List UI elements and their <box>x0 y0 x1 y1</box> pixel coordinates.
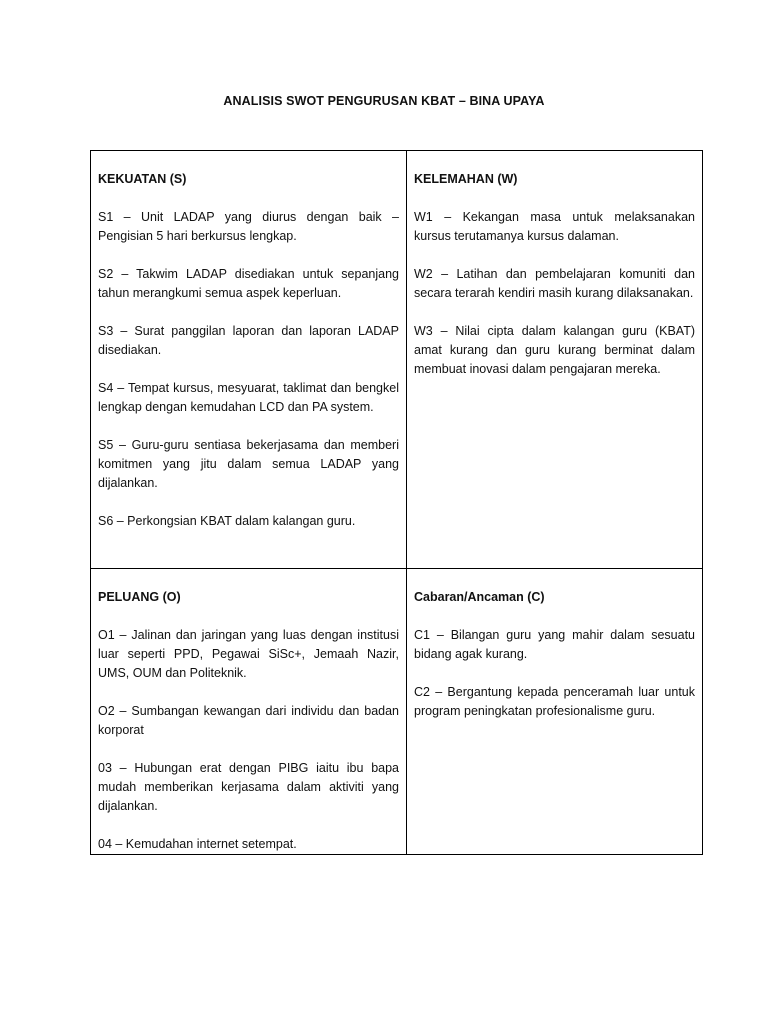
swot-table <box>90 150 703 855</box>
threats-heading: Cabaran/Ancaman (C) <box>414 590 545 604</box>
strengths-cell <box>91 151 407 569</box>
weakness-item-w1: W1 – Kekangan masa untuk melaksanakan kursus terutamanya kursus dalaman. <box>414 210 695 243</box>
opportunities-cell <box>91 569 407 855</box>
strengths-heading: KEKUATAN (S) <box>98 172 187 186</box>
strength-item-s6: S6 – Perkongsian KBAT dalam kalangan guru. <box>98 514 356 528</box>
opportunity-item-o3: 03 – Hubungan erat dengan PIBG iaitu ibu bapa mudah memberikan kerjasama dalam aktiviti yang dijalankan. <box>98 761 399 813</box>
weaknesses-heading: KELEMAHAN (W) <box>414 172 518 186</box>
threat-item-c2: C2 – Bergantung kepada penceramah luar untuk program peningkatan profesionalisme guru. <box>414 685 695 718</box>
swot-row-bottom <box>91 569 703 855</box>
weakness-item-w3: W3 – Nilai cipta dalam kalangan guru (KBAT) amat kurang dan guru kurang berminat dalam membuat inovasi dalam pengajaran mereka. <box>414 324 695 376</box>
opportunity-item-o4: 04 – Kemudahan internet setempat. <box>98 837 297 851</box>
opportunities-heading: PELUANG (O) <box>98 590 181 604</box>
swot-row-top <box>91 151 703 569</box>
strength-item-s2: S2 – Takwim LADAP disediakan untuk sepanjang tahun merangkumi semua aspek keperluan. <box>98 267 399 300</box>
strength-item-s1: S1 – Unit LADAP yang diurus dengan baik – Pengisian 5 hari berkursus lengkap. <box>98 210 399 243</box>
weaknesses-cell <box>407 151 703 569</box>
weakness-item-w2: W2 – Latihan dan pembelajaran komuniti dan secara terarah kendiri masih kurang dilaksanakan. <box>414 267 695 300</box>
strength-item-s4: S4 – Tempat kursus, mesyuarat, taklimat dan bengkel lengkap dengan kemudahan LCD dan PA system. <box>98 381 399 414</box>
opportunity-item-o1: O1 – Jalinan dan jaringan yang luas dengan institusi luar seperti PPD, Pegawai SiSc+, Jemaah Nazir, UMS, OUM dan Politeknik. <box>98 628 399 680</box>
strength-item-s3: S3 – Surat panggilan laporan dan laporan LADAP disediakan. <box>98 324 399 357</box>
threats-cell <box>407 569 703 855</box>
document-title: ANALISIS SWOT PENGURUSAN KBAT – BINA UPAYA <box>223 94 545 108</box>
threat-item-c1: C1 – Bilangan guru yang mahir dalam sesuatu bidang agak kurang. <box>414 628 695 661</box>
strength-item-s5: S5 – Guru-guru sentiasa bekerjasama dan memberi komitmen yang jitu dalam semua LADAP yang dijalankan. <box>98 438 399 490</box>
opportunity-item-o2: O2 – Sumbangan kewangan dari individu dan badan korporat <box>98 704 399 737</box>
